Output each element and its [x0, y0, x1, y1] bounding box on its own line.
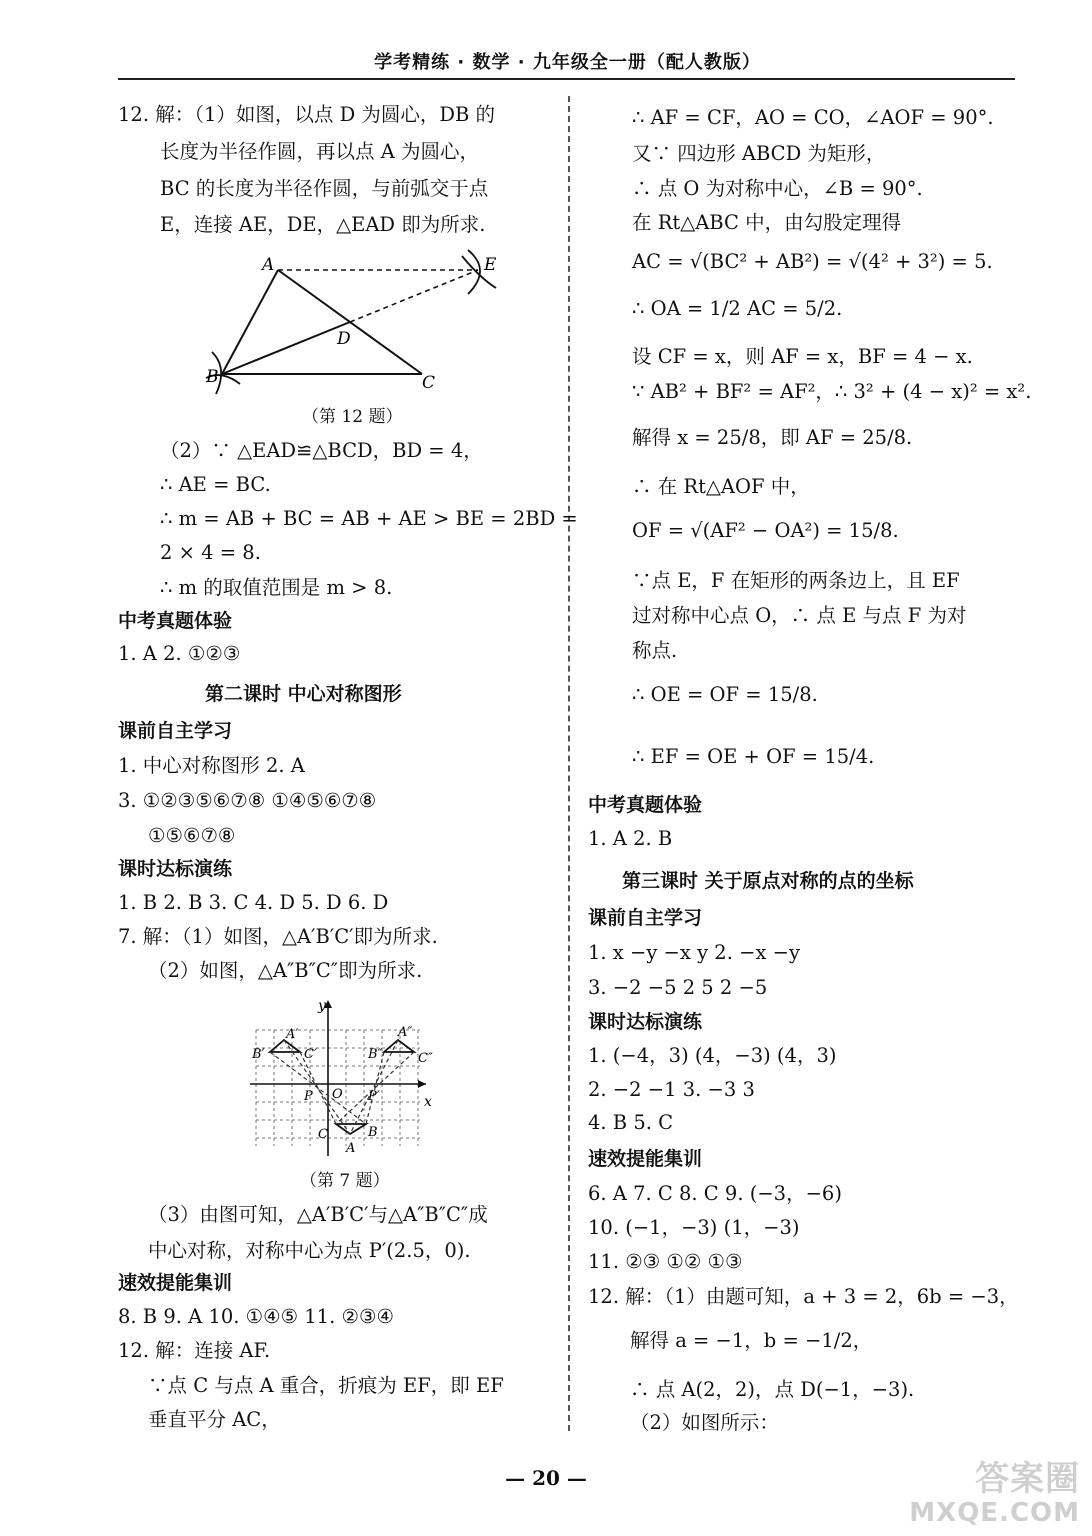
text-line: 垂直平分 AC，	[148, 1408, 281, 1431]
label-b2: B″	[368, 1047, 383, 1062]
axis-y-label: y	[318, 998, 326, 1014]
text-line: 1. A 2. ①②③	[118, 642, 241, 665]
formula-line: AC = √(BC² + AB²) = √(4² + 3²) = 5.	[632, 250, 993, 273]
column-divider	[568, 96, 570, 1431]
formula-line: ∵ AB² + BF² = AF²，∴ 3² + (4 − x)² = x².	[632, 380, 1032, 403]
text-line: 3. ①②③⑤⑥⑦⑧ ①④⑤⑥⑦⑧	[118, 789, 377, 812]
text-line: 1. A 2. B	[588, 827, 673, 850]
label-a1: A′	[286, 1027, 299, 1042]
figure-12-diagram	[200, 248, 510, 398]
figure-12-caption: （第 12 题）	[302, 407, 403, 427]
text-line: ∴ AE = BC.	[160, 473, 271, 496]
text-line: ∵点 C 与点 A 重合，折痕为 EF，即 EF	[148, 1374, 504, 1397]
text-line: ∵点 E，F 在矩形的两条边上，且 EF	[632, 569, 960, 592]
label-p1: P′	[368, 1089, 380, 1104]
label-c2: C″	[418, 1051, 433, 1066]
lesson-title: 第二课时 中心对称图形	[205, 683, 402, 705]
label-b: B	[206, 367, 219, 387]
formula-line: ∴ OE = OF = 15/8.	[632, 683, 818, 706]
text-line: 2 × 4 = 8.	[160, 541, 261, 564]
formula-line: 解得 a = −1，b = −1/2，	[630, 1329, 873, 1352]
section-heading: 课前自主学习	[588, 907, 703, 929]
label-e: E	[484, 255, 497, 275]
formula-line: 解得 x = 25/8，即 AF = 25/8.	[632, 426, 913, 449]
text-line: 8. B 9. A 10. ①④⑤ 11. ②③④	[118, 1305, 394, 1328]
label-d: D	[337, 329, 351, 349]
text-line: 长度为半径作圆，再以点 A 为圆心，	[160, 140, 479, 163]
text-line: 2. −2 −1 3. −3 3	[588, 1078, 755, 1101]
section-heading: 课时达标演练	[588, 1011, 703, 1033]
formula-line: ∴ OA = 1/2 AC = 5/2.	[632, 297, 843, 320]
text-line: 12. 解：连接 AF.	[118, 1339, 271, 1362]
text-line: （2）如图所示：	[630, 1411, 779, 1434]
text-line: 7. 解：（1）如图，△A′B′C′即为所求.	[118, 925, 438, 948]
text-line: 设 CF = x，则 AF = x，BF = 4 − x.	[632, 345, 973, 368]
section-heading: 中考真题体验	[588, 794, 703, 816]
text-line: 过对称中心点 O，∴ 点 E 与点 F 为对	[632, 604, 967, 627]
text-line: 10. (−1，−3) (1，−3)	[588, 1216, 800, 1239]
watermark-logo	[909, 1459, 1080, 1530]
figure-7-grid-diagram	[248, 996, 448, 1162]
page-number: — 20 —	[505, 1466, 587, 1490]
section-heading: 中考真题体验	[118, 610, 233, 632]
text-line: 12. 解：（1）如图，以点 D 为圆心，DB 的	[118, 103, 496, 126]
label-b1: B′	[252, 1047, 265, 1062]
section-heading: 课时达标演练	[118, 858, 233, 880]
watermark-line1: 答案圈	[975, 1459, 1080, 1499]
text-line: ∴ AF = CF，AO = CO，∠AOF = 90°.	[632, 106, 994, 129]
formula-line: ∴ EF = OE + OF = 15/4.	[632, 745, 875, 768]
text-line: 1. 中心对称图形 2. A	[118, 754, 305, 777]
text-line: 又∵ 四边形 ABCD 为矩形，	[632, 142, 886, 165]
text-line: 12. 解：（1）由题可知，a + 3 = 2，6b = −3，	[588, 1285, 1019, 1308]
text-line: （3）由图可知，△A′B′C′与△A″B″C″成	[148, 1203, 488, 1226]
text-line: BC 的长度为半径作圆，与前弧交于点	[160, 177, 489, 200]
text-line: 11. ②③ ①② ①③	[588, 1250, 743, 1273]
text-line: 6. A 7. C 8. C 9. (−3，−6)	[588, 1182, 842, 1205]
text-line: 1. x −y −x y 2. −x −y	[588, 941, 800, 964]
text-line: 在 Rt△ABC 中，由勾股定理得	[632, 211, 902, 234]
text-line: 称点.	[632, 639, 678, 662]
text-line: ∴ m = AB + BC = AB + AE > BE = 2BD =	[160, 507, 578, 530]
text-line: 3. −2 −5 2 5 2 −5	[588, 976, 768, 999]
label-a: A	[346, 1141, 356, 1156]
text-line: （2）如图，△A″B″C″即为所求.	[148, 959, 423, 982]
section-heading: 速效提能集训	[588, 1148, 703, 1170]
figure-7-caption: （第 7 题）	[300, 1171, 390, 1191]
lesson-title: 第三课时 关于原点对称的点的坐标	[622, 870, 914, 892]
text-line: ∴ 点 A(2，2)，点 D(−1，−3).	[630, 1378, 915, 1401]
label-c: C	[318, 1127, 328, 1142]
text-line: 4. B 5. C	[588, 1111, 674, 1134]
label-a2: A″	[398, 1025, 413, 1040]
running-header: 学考精练 · 数学 · 九年级全一册（配人教版）	[374, 52, 761, 73]
formula-line: OF = √(AF² − OA²) = 15/8.	[632, 519, 899, 542]
section-heading: 速效提能集训	[118, 1272, 233, 1294]
text-line: 1. B 2. B 3. C 4. D 5. D 6. D	[118, 891, 389, 914]
text-line: E，连接 AE，DE，△EAD 即为所求.	[160, 213, 486, 236]
axis-x-label: x	[424, 1094, 432, 1110]
text-line: 1. (−4，3) (4，−3) (4，3)	[588, 1044, 837, 1067]
text-line: 中心对称，对称中心为点 P′(2.5，0).	[148, 1239, 471, 1262]
text-line: ∴ 点 O 为对称中心，∠B = 90°.	[632, 177, 923, 200]
label-c1: C′	[304, 1047, 317, 1062]
text-line: ∴ 在 Rt△AOF 中，	[632, 475, 810, 498]
watermark-line2: MXQE.COM	[909, 1498, 1080, 1528]
header-rule	[118, 78, 1015, 80]
text-line: ①⑤⑥⑦⑧	[148, 824, 236, 847]
label-b: B	[368, 1125, 378, 1140]
origin-label: O	[332, 1087, 343, 1102]
text-line: （2）∵ △EAD≌△BCD，BD = 4，	[160, 439, 483, 462]
section-heading: 课前自主学习	[118, 720, 233, 742]
label-a: A	[262, 255, 275, 275]
label-p: P	[304, 1089, 313, 1104]
text-line: ∴ m 的取值范围是 m > 8.	[160, 576, 393, 599]
label-c: C	[422, 373, 436, 393]
